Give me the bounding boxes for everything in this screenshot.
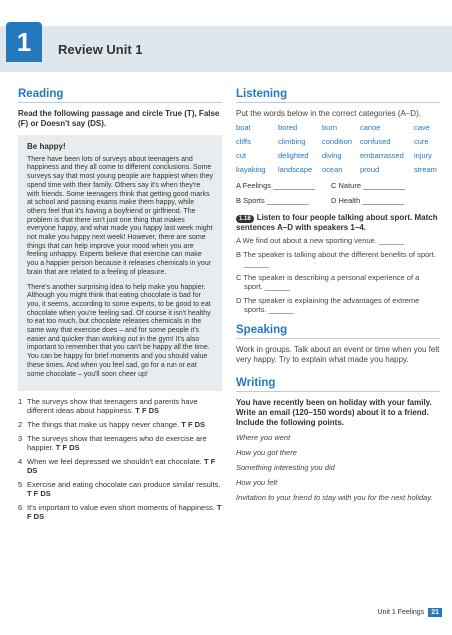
word-row — [236, 151, 437, 165]
word-cell: ocean — [322, 165, 343, 174]
question-text: The surveys show that teenagers and parents have different ideas about happiness. — [27, 397, 198, 416]
category-row — [236, 196, 440, 205]
word-cell: kayaking — [236, 165, 266, 174]
question-number: 4 — [18, 457, 23, 467]
question-item — [18, 397, 222, 415]
writing-point: How you felt — [236, 478, 278, 487]
question-text: When we feel depressed we shouldn't eat chocolate. — [27, 457, 202, 467]
listening-item: B The speaker is talking about the different benefits of sport. ______ — [236, 250, 436, 268]
question-text: The surveys show that teenagers who do exercise are happier. — [27, 434, 207, 453]
listening-items — [236, 236, 440, 314]
question-number: 6 — [18, 503, 23, 513]
reading-instruction: Read the following passage and circle True (T), False (F) or Doesn't say (DS). — [18, 109, 220, 128]
listening-item: D The speaker is explaining the advantages of extreme sports. ______ — [236, 296, 420, 314]
tfds-options[interactable]: T F DS — [27, 503, 222, 522]
writing-points — [236, 433, 440, 502]
word-cell: delighted — [278, 151, 309, 160]
passage-paragraph: There have been lots of surveys about teenagers and happiness and they all come to different conclusions. Some surveys say that most young people are happiest when they spend time with their family. Others say it's when they're with friends. Some teenagers think that getting good marks at school and passing exams make them happy, while others feel that it's having a boyfriend or girlfriend. The problem is that there isn't just one thing that makes everyone happy, and what made you happy last week might not make you happy next week! However, there are some things that can help improve your mood when you are feeling unhappy. Experts believe that exercise can make you a happier person because it releases chemicals in your brain that are related to a feeling of pleasure. — [27, 155, 213, 276]
listening-item: C The speaker is describing a personal experience of a sport. ______ — [236, 273, 420, 291]
tfds-options[interactable]: T F DS — [55, 443, 80, 453]
writing-point: Something interesting you did — [236, 463, 335, 472]
speaking-instruction: Work in groups. Talk about an event or time when you felt very happy. Try to explain what made you happy. — [236, 345, 440, 364]
writing-point: Where you went — [236, 433, 291, 442]
word-cell: climbing — [278, 137, 306, 146]
category-blank[interactable]: B Sports __________ — [236, 196, 309, 205]
question-number: 3 — [18, 434, 23, 444]
question-number: 5 — [18, 480, 23, 490]
writing-instruction: You have recently been on holiday with your family. Write an email (120–150 words) about it to a friend. Include the following points. — [236, 398, 432, 427]
question-item — [18, 503, 222, 521]
word-cell: landscape — [278, 165, 313, 174]
question-item — [18, 420, 222, 429]
writing-heading: Writing — [236, 377, 440, 392]
unit-number-tab: 1 — [6, 22, 42, 62]
category-blank[interactable]: D Health __________ — [331, 196, 404, 205]
question-number: 2 — [18, 420, 23, 430]
word-cell: condition — [322, 137, 353, 146]
listening-instruction: Put the words below in the correct categories (A–D). — [236, 109, 421, 118]
category-blank[interactable]: A Feelings __________ — [236, 181, 315, 190]
track-instruction-text: Listen to four people talking about sport. Match sentences A–D with speakers 1–4. — [236, 213, 438, 232]
question-item — [18, 457, 222, 475]
page-header — [0, 0, 452, 76]
reading-questions — [18, 397, 222, 521]
speaking-heading: Speaking — [236, 324, 440, 339]
reading-passage — [18, 135, 222, 391]
word-cell: embarrassed — [360, 151, 404, 160]
word-cell: diving — [322, 151, 342, 160]
right-column — [236, 88, 440, 508]
word-row — [236, 137, 437, 151]
question-number: 1 — [18, 397, 23, 407]
left-column — [18, 88, 222, 526]
word-cell: boat — [236, 123, 251, 132]
listening-heading: Listening — [236, 88, 440, 103]
word-cell: stream — [414, 165, 437, 174]
word-cell: cliffs — [236, 137, 251, 146]
word-row — [236, 165, 437, 179]
page-footer — [378, 608, 443, 617]
category-blank[interactable]: C Nature __________ — [331, 181, 405, 190]
listening-item: A We find out about a new sporting venue. ______ — [236, 236, 404, 245]
word-cell: cut — [236, 151, 247, 160]
track-instruction — [236, 213, 440, 233]
question-item — [18, 480, 222, 498]
word-cell: cure — [414, 137, 429, 146]
word-cell: proud — [360, 165, 380, 174]
writing-point: How you got there — [236, 448, 297, 457]
writing-point: Invitation to your friend to stay with you for the next holiday. — [236, 493, 433, 502]
word-table — [236, 123, 437, 179]
reading-heading: Reading — [18, 88, 222, 103]
track-number: 1.18 — [239, 216, 251, 222]
footer-label: Unit 1 Feelings — [377, 609, 425, 616]
word-cell: canoe — [360, 123, 381, 132]
tfds-options[interactable]: T F DS — [27, 489, 51, 499]
passage-paragraph: There's another surprising idea to help make you happier. Although you might think that eating chocolate is bad for you, it seems, according to some experts, to be good to eat chocolate when you're feeling sad. Of course it isn't healthy to eat too much, but chocolate releases chemicals in the same way that exercise does – and for some people it's easier and quicker than working out in the gym! It's also important to remember that you can't be happy all the time. You can be happy for brief moments and you should value these times. And when you feel sad, go for a run or eat some chocolate – you'll soon cheer up! — [27, 283, 211, 378]
question-text: The things that make us happy never change. — [27, 420, 180, 430]
word-cell: injury — [414, 151, 432, 160]
word-cell: bored — [278, 123, 298, 132]
passage-title: Be happy! — [27, 142, 66, 151]
word-row — [236, 123, 437, 137]
word-cell: cave — [414, 123, 430, 132]
audio-track-icon[interactable] — [236, 215, 254, 223]
word-cell: confused — [360, 137, 391, 146]
category-row — [236, 181, 440, 190]
word-cell: burn — [322, 123, 338, 132]
page-title: Review Unit 1 — [58, 42, 143, 57]
page-number: 21 — [428, 608, 442, 617]
tfds-options[interactable]: T F DS — [135, 406, 160, 416]
tfds-options[interactable]: T F DS — [181, 420, 206, 430]
tfds-options[interactable]: T F DS — [27, 457, 216, 476]
question-text: Exercise and eating chocolate can produce similar results. — [27, 480, 221, 490]
question-text: It's important to value even short moments of happiness. — [27, 503, 215, 513]
question-item — [18, 434, 222, 452]
